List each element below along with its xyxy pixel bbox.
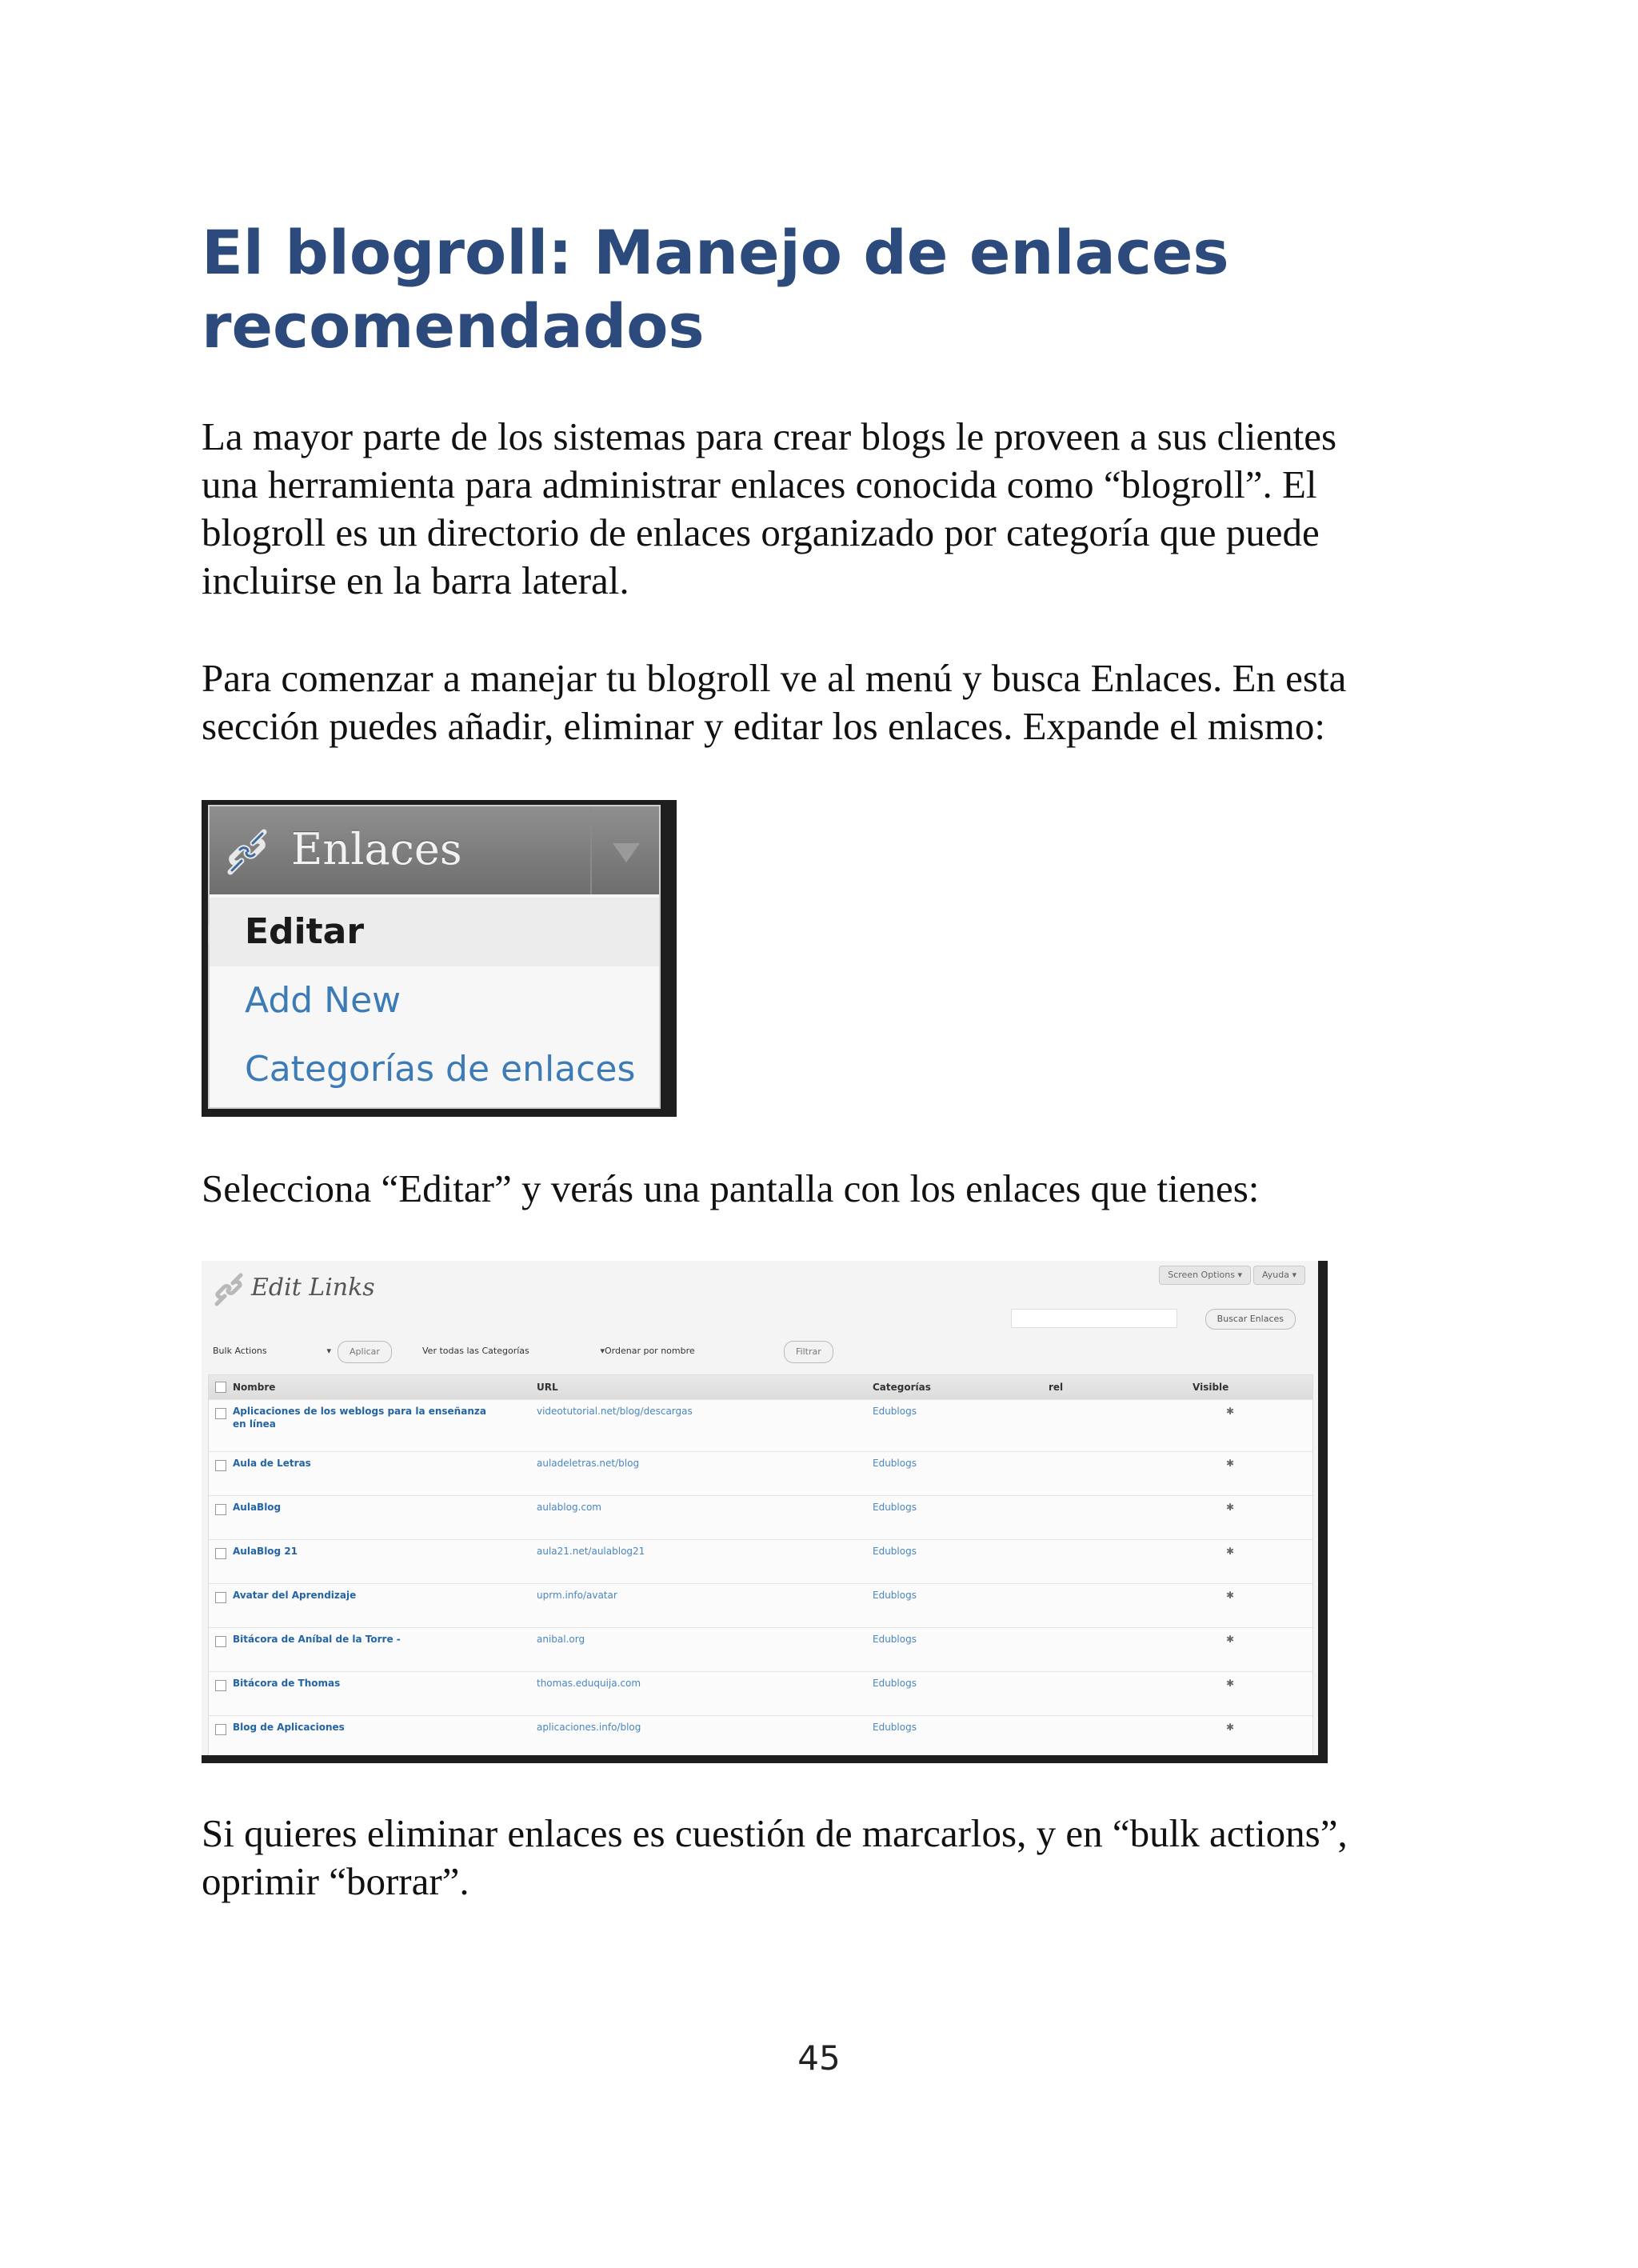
visible-mark: ✱ <box>1226 1502 1235 1513</box>
page-title-line-1: El blogroll: Manejo de enlaces <box>202 217 1229 288</box>
visible-mark: ✱ <box>1226 1406 1235 1417</box>
visible-mark: ✱ <box>1226 1678 1235 1689</box>
row-checkbox[interactable] <box>215 1408 226 1419</box>
select-all-checkbox[interactable] <box>215 1382 226 1393</box>
instructions-paragraph <box>202 654 1465 750</box>
edit-links-title: Edit Links <box>251 1274 375 1302</box>
link-icon <box>222 827 272 877</box>
search-links-button[interactable]: Buscar Enlaces <box>1205 1309 1296 1330</box>
link-url[interactable]: uprm.info/avatar <box>537 1590 617 1601</box>
text-line: Selecciona “Editar” y verás una pantalla con los enlaces que tienes: <box>202 1166 1260 1210</box>
text-line: oprimir “borrar”. <box>202 1859 469 1903</box>
screen-options-button[interactable]: Screen Options ▾ <box>1159 1266 1251 1285</box>
table-row <box>209 1539 1312 1583</box>
link-icon <box>211 1272 246 1307</box>
link-category[interactable]: Edublogs <box>873 1546 917 1557</box>
menu-item-link-categories[interactable]: Categorías de enlaces <box>245 1049 636 1090</box>
link-category[interactable]: Edublogs <box>873 1634 917 1645</box>
visible-mark: ✱ <box>1226 1590 1235 1601</box>
column-header-name[interactable]: Nombre <box>233 1382 276 1393</box>
link-url[interactable]: aplicaciones.info/blog <box>537 1722 641 1733</box>
enlaces-menu-header[interactable] <box>210 806 659 894</box>
text-line: La mayor parte de los sistemas para crear blogs le proveen a sus clientes <box>202 414 1337 458</box>
select-paragraph <box>202 1165 1465 1213</box>
enlaces-menu-screenshot <box>202 800 677 1117</box>
link-name[interactable]: Blog de Aplicaciones <box>233 1722 345 1733</box>
link-name[interactable]: Bitácora de Aníbal de la Torre - <box>233 1634 401 1645</box>
table-row <box>209 1495 1312 1539</box>
link-name[interactable]: Aplicaciones de los weblogs para la enseñanza en línea <box>233 1406 486 1430</box>
category-filter-select[interactable]: Ver todas las Categorías ▾ <box>417 1341 609 1362</box>
link-url[interactable]: aula21.net/aulablog21 <box>537 1546 645 1557</box>
table-row <box>209 1399 1312 1451</box>
link-category[interactable]: Edublogs <box>873 1406 917 1417</box>
link-category[interactable]: Edublogs <box>873 1678 917 1689</box>
edit-links-screenshot <box>202 1261 1328 1763</box>
text-line: Si quieres eliminar enlaces es cuestión de marcarlos, y en “bulk actions”, <box>202 1811 1348 1855</box>
edit-links-screen <box>202 1261 1318 1755</box>
row-checkbox[interactable] <box>215 1548 226 1559</box>
link-name[interactable]: Bitácora de Thomas <box>233 1678 341 1689</box>
table-row <box>209 1627 1312 1671</box>
row-checkbox[interactable] <box>215 1460 226 1471</box>
table-row <box>209 1451 1312 1495</box>
row-checkbox[interactable] <box>215 1592 226 1603</box>
row-checkbox[interactable] <box>215 1504 226 1515</box>
search-input[interactable] <box>1011 1309 1177 1328</box>
link-url[interactable]: anibal.org <box>537 1634 585 1645</box>
row-checkbox[interactable] <box>215 1724 226 1735</box>
visible-mark: ✱ <box>1226 1634 1235 1645</box>
column-header-categories[interactable]: Categorías <box>873 1382 931 1393</box>
link-category[interactable]: Edublogs <box>873 1458 917 1469</box>
link-url[interactable]: auladeletras.net/blog <box>537 1458 640 1469</box>
link-name[interactable]: Aula de Letras <box>233 1458 311 1469</box>
link-url[interactable]: aulablog.com <box>537 1502 601 1513</box>
page-title-line-2: recomendados <box>202 290 705 362</box>
column-header-visible[interactable]: Visible <box>1193 1382 1229 1393</box>
delete-paragraph <box>202 1810 1465 1906</box>
text-line: blogroll es un directorio de enlaces organizado por categoría que puede <box>202 510 1320 554</box>
row-checkbox[interactable] <box>215 1636 226 1647</box>
link-url[interactable]: videotutorial.net/blog/descargas <box>537 1406 693 1417</box>
filter-button[interactable]: Filtrar <box>784 1341 833 1363</box>
bulk-actions-select[interactable]: Bulk Actions ▾ <box>208 1341 336 1362</box>
text-line: incluirse en la barra lateral. <box>202 558 629 602</box>
text-line: Para comenzar a manejar tu blogroll ve al menú y busca Enlaces. En esta <box>202 656 1347 700</box>
link-url[interactable]: thomas.eduquija.com <box>537 1678 641 1689</box>
apply-button[interactable]: Aplicar <box>338 1341 392 1363</box>
table-row <box>209 1671 1312 1715</box>
visible-mark: ✱ <box>1226 1546 1235 1557</box>
column-header-url[interactable]: URL <box>537 1382 558 1393</box>
visible-mark: ✱ <box>1226 1722 1235 1733</box>
menu-item-editar[interactable]: Editar <box>210 898 659 966</box>
help-button[interactable]: Ayuda ▾ <box>1253 1266 1305 1285</box>
link-name[interactable]: Avatar del Aprendizaje <box>233 1590 357 1601</box>
link-category[interactable]: Edublogs <box>873 1590 917 1601</box>
page-title <box>202 216 1449 363</box>
menu-toggle[interactable] <box>590 806 659 894</box>
page-number: 45 <box>797 2038 841 2078</box>
link-category[interactable]: Edublogs <box>873 1502 917 1513</box>
table-row <box>209 1715 1312 1755</box>
link-category[interactable]: Edublogs <box>873 1722 917 1733</box>
intro-paragraph <box>202 413 1465 605</box>
link-name[interactable]: AulaBlog <box>233 1502 282 1513</box>
links-table <box>208 1374 1313 1755</box>
visible-mark: ✱ <box>1226 1458 1235 1469</box>
enlaces-menu <box>208 805 661 1109</box>
text-line: una herramienta para administrar enlaces conocida como “blogroll”. El <box>202 462 1317 506</box>
table-header <box>209 1375 1312 1399</box>
link-name[interactable]: AulaBlog 21 <box>233 1546 298 1557</box>
menu-item-add-new[interactable]: Add New <box>245 980 402 1021</box>
table-row <box>209 1583 1312 1627</box>
row-checkbox[interactable] <box>215 1680 226 1691</box>
text-line: sección puedes añadir, eliminar y editar los enlaces. Expande el mismo: <box>202 704 1325 748</box>
order-by-select[interactable]: Ordenar por nombre ▾ <box>600 1341 824 1362</box>
chevron-down-icon <box>613 843 640 862</box>
column-header-rel[interactable]: rel <box>1049 1382 1064 1393</box>
enlaces-menu-title: Enlaces <box>291 824 462 874</box>
